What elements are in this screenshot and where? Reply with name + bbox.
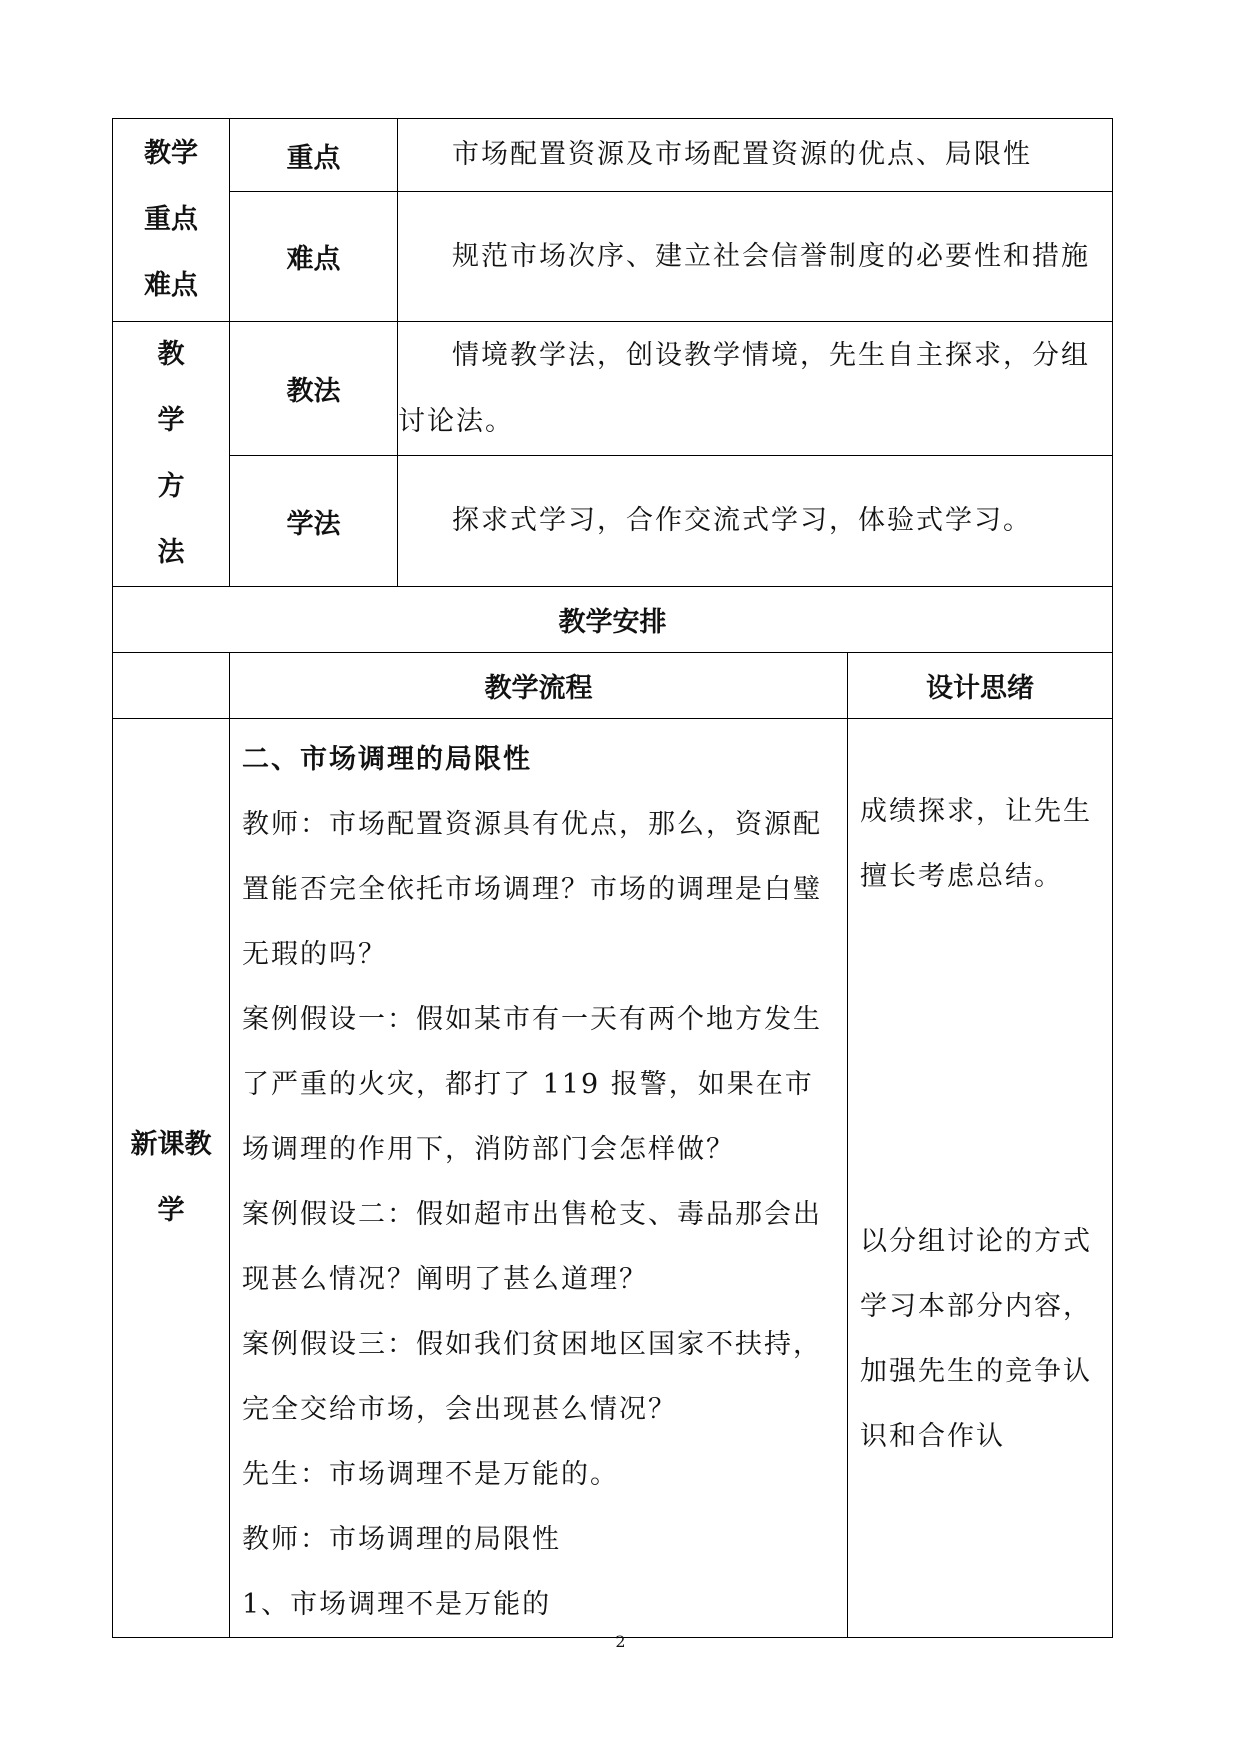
key-point-row [113,119,1113,192]
flow-paragraph: 教师：市场调理的局限性 [242,1524,561,1555]
teaching-flow-cell [230,719,848,1638]
teaching-method-label: 教法 [230,322,398,456]
methods-label-line: 法 [157,537,185,568]
design-note: 成绩探求，让先生擅长考虑总结。 [860,796,1092,892]
design-thoughts-cell [848,719,1113,1638]
new-lesson-label-line: 新课教 [130,1129,212,1160]
design-note: 以分组讨论的方式学习本部分内容，加强先生的竞争认识和合作认 [860,1226,1092,1452]
arrangement-title-row [113,587,1113,653]
new-lesson-label [113,719,230,1638]
methods-label-line: 教 [157,339,185,370]
difficult-point-row [113,192,1113,322]
learning-method-label: 学法 [230,456,398,587]
flow-paragraph: 1、市场调理不是万能的 [242,1589,552,1620]
arrangement-columns-row [113,653,1113,719]
difficult-point-text: 规范市场次序、建立社会信誉制度的必要性和措施 [398,192,1113,322]
flow-paragraph: 案例假设三：假如我们贫困地区国家不扶持，完全交给市场，会出现甚么情况？ [242,1329,822,1425]
flow-column-header: 教学流程 [230,653,848,719]
methods-label-line: 方 [157,471,185,502]
key-point-label: 重点 [230,119,398,192]
design-column-header: 设计思绪 [848,653,1113,719]
learning-method-row [113,456,1113,587]
flow-paragraph: 教师：市场配置资源具有优点，那么，资源配置能否完全依托市场调理？市场的调理是白璧无瑕的吗？ [242,809,822,970]
teaching-method-row [113,322,1113,456]
methods-group-label [113,322,230,587]
page-number: 2 [615,1632,626,1651]
teaching-method-text: 情境教学法，创设教学情境，先生自主探求，分组讨论法。 [398,322,1113,456]
lesson-plan-table [112,118,1113,1638]
difficult-point-label: 难点 [230,192,398,322]
focus-group-label [113,119,230,322]
focus-label-line: 难点 [144,270,198,301]
key-point-text: 市场配置资源及市场配置资源的优点、局限性 [398,119,1113,192]
focus-label-line: 重点 [144,204,198,235]
methods-label-line: 学 [157,405,185,436]
flow-paragraph: 先生：市场调理不是万能的。 [242,1459,619,1490]
section-title: 二、市场调理的局限性 [242,744,532,775]
learning-method-text: 探求式学习，合作交流式学习，体验式学习。 [398,456,1113,587]
empty-header-cell [113,653,230,719]
flow-paragraph: 案例假设一：假如某市有一天有两个地方发生了严重的火灾，都打了 119 报警，如果在市场调理的作用下，消防部门会怎样做？ [242,1004,822,1165]
new-lesson-label-line: 学 [157,1195,185,1226]
focus-label-line: 教学 [144,138,198,169]
flow-paragraph: 案例假设二：假如超市出售枪支、毒品那会出现甚么情况？阐明了甚么道理？ [242,1199,822,1295]
new-lesson-row [113,719,1113,1638]
arrangement-title: 教学安排 [113,587,1113,653]
